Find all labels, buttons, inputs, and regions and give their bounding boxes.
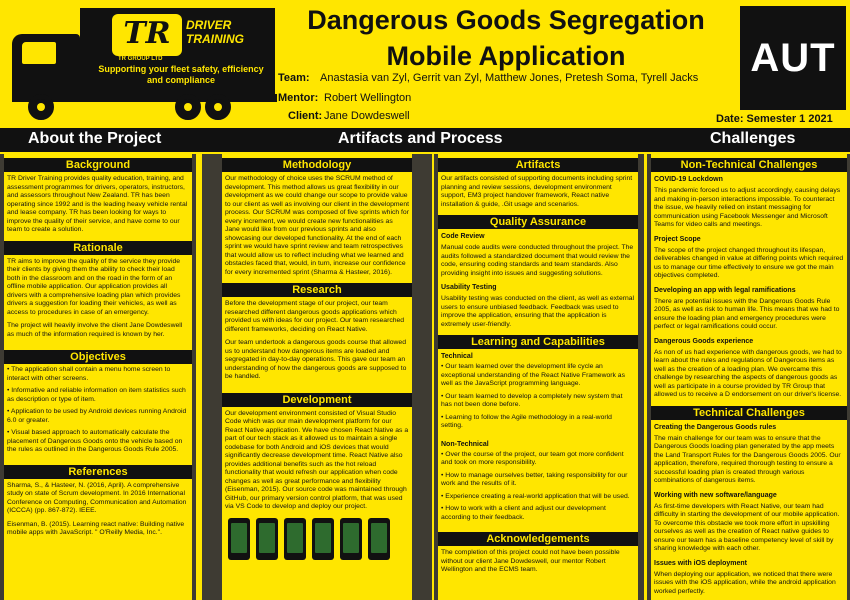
artifacts-text: Our artifacts consisted of supporting documents including sprint planning and review sessions, development environment support, EM3 project handover framework, React native installation & guide, .Git usage and scenarios. <box>441 175 633 208</box>
phone-screenshot <box>256 518 278 560</box>
artifacts-heading: Artifacts <box>438 158 638 172</box>
covid-heading: COVID-19 Lockdown <box>654 176 723 183</box>
objectives-list <box>4 364 192 461</box>
learning-heading: Learning and Capabilities <box>438 335 638 349</box>
experience-text: As non of us had experience with dangerous goods, we had to learn about the rules and regulations of Dangerous items as well as the creation of a loading plan. We overcame this challenge by researching the aspects of dangerous goods as well as participate in a course provided by TR Group that allowed us to receive a D endorsement on our driver's license. <box>654 348 842 398</box>
software-text: As first-time developers with React Native, our team had difficulty in starting the development of our mobile application. To overcome this obstacle we took more effort in upskilling ourselves as well as the creation of React native guides to ensure our team has a baseline competency level of skill by sharing knowledge with each other. <box>654 502 840 552</box>
legal-heading: Developing an app with legal ramifications <box>654 286 796 294</box>
list-item: • Experience creating a real-world application that will be used. <box>441 493 635 502</box>
development-heading: Development <box>222 393 412 407</box>
phone-screenshot <box>340 518 362 560</box>
nontech-challenges-heading: Non-Technical Challenges <box>651 158 847 172</box>
technical-subheading: Technical <box>441 353 473 360</box>
ios-heading: Issues with iOS deployment <box>654 559 747 567</box>
client-row <box>288 110 410 122</box>
reference-item: Eisenman, B. (2015). Learning react native: Building native mobile apps with JavaScript. " O'Reilly Media, Inc.". <box>7 520 185 536</box>
acknowledgements-text: The completion of this project could not have been possible without our client Jane Dowdeswell, our mentor Robert Wellington and the ECMS team. <box>441 549 620 573</box>
date-label: Date: Semester 1 2021 <box>716 113 833 125</box>
software-heading: Working with new software/language <box>654 491 777 499</box>
tr-company-name: TR GROUP LTD <box>118 56 163 62</box>
usability-heading: Usability Testing <box>441 284 497 291</box>
mentor-row <box>278 92 411 104</box>
truck-wheel-icon <box>28 94 54 120</box>
list-item: • How to work with a client and adjust our development according to their feedback. <box>441 505 635 522</box>
tr-brand-text <box>186 18 244 46</box>
column-about <box>0 154 196 600</box>
legal-text: There are potential issues with the Dangerous Goods Rule 2005, as well as risk to human life. This means that we had to ensure the loading plan and emergency procedures were perfect or legal ramifications could occur. <box>654 297 840 330</box>
scope-heading: Project Scope <box>654 235 701 243</box>
technical-list <box>438 361 638 437</box>
background-text: TR Driver Training provides quality education, training, and assessment programmes for drivers, operators, instructors, and assessors throughout New Zealand. TR has been operating since 1992 and is the leading heavy vehicle rental and lease company. TR has been looking for ways to improve the quality of their service, and have come to our team to create a solution. <box>7 175 188 233</box>
page-title <box>278 2 734 74</box>
rationale-paragraph: The project will heavily involve the client Jane Dowdeswell as much of the information required is known by her. <box>7 322 183 338</box>
client-label: Client: <box>288 110 323 122</box>
references-heading: References <box>4 465 192 479</box>
methodology-text: Our methodology of choice uses the SCRUM method of development. This method allows us great flexibility in our development as we could change our scope to provide value to our client as well as involving our client in the development process. Our SCRUM was composed of five sprints which for every increment, we would create new functionalities as Jane would like from our previous sprints and also showcasing our developed functionality. At the end of each sprint we would have sprint review and team retrospectives that would allow us to reflect including what we learned and obstacles faced that, would, in turn, increase our confidence for every incremented sprint (Sharma & Hasteer, 2016). <box>225 175 409 276</box>
objectives-heading: Objectives <box>4 350 192 364</box>
tr-logo-mark: TR <box>112 14 182 56</box>
acknowledgements-heading: Acknowledgements <box>438 532 638 546</box>
list-item: • Learning to follow the Agile methodology in a real-world setting. <box>441 414 635 431</box>
list-item: • Application to be used by Android devices running Android 6.0 or greater. <box>7 408 189 425</box>
column-process-panel <box>222 154 412 600</box>
list-item: • Our team learned over the development life cycle an exceptional understanding of the React Native Framework as well as the JavaScript programming language. <box>441 363 635 389</box>
title-line-1: Dangerous Goods Segregation <box>307 5 705 35</box>
title-line-2: Mobile Application <box>386 41 626 71</box>
app-screenshots <box>222 514 412 564</box>
methodology-heading: Methodology <box>222 158 412 172</box>
phone-screenshot <box>284 518 306 560</box>
code-review-heading: Code Review <box>441 233 485 240</box>
mentor-value: Robert Wellington <box>324 92 412 104</box>
brand-line-2: TRAINING <box>186 32 244 46</box>
research-text <box>222 297 412 389</box>
team-value: Anastasia van Zyl, Gerrit van Zyl, Matthew Jones, Pretesh Soma, Tyrell Jacks <box>320 72 699 84</box>
phone-screenshot <box>368 518 390 560</box>
usability-text: Usability testing was conducted on the client, as well as external users to ensure unbiased feedback. Feedback was used to improve the application, ensuring that the application is extremely user-friendly. <box>441 295 635 328</box>
rationale-text <box>4 255 192 347</box>
truck-wheel-icon <box>205 94 231 120</box>
background-heading: Background <box>4 158 192 172</box>
references-text <box>4 479 192 545</box>
tr-tagline: Supporting your fleet safety, efficiency and compliance <box>98 64 264 85</box>
nontechnical-list <box>438 449 638 529</box>
column-challenges-panel <box>651 154 847 600</box>
column-artifacts-panel <box>438 154 638 600</box>
column-challenges <box>647 154 850 600</box>
experience-heading: Dangerous Goods experience <box>654 337 754 345</box>
research-paragraph: Before the development stage of our project, our team researched different dangerous goods applications which provided us with ideas for our project. Our team researched different frameworks, deciding on React Native. <box>225 300 405 333</box>
nontechnical-subheading: Non-Technical <box>441 440 489 448</box>
covid-text: This pandemic forced us to adjust accordingly, causing delays and making in-person interactions impossible. To counteract the issue, we heavily relied on instant messaging for communication using Facebook Messenger and Microsoft Teams for video calls and meetings. <box>654 187 841 228</box>
rules-text: The main challenge for our team was to ensure that the Dangerous Goods loading plan generated by the app meets the Land Transport Rules for the Dangerous Goods 2005. Our application, therefore, required thorough testing to ensure a successful loading plan is created through various combinations of dangerous items. <box>654 434 841 484</box>
qa-heading: Quality Assurance <box>438 215 638 229</box>
section-challenges: Challenges <box>710 130 796 147</box>
column-artifacts <box>434 154 644 600</box>
scope-text: The scope of the project changed throughout its lifespan, deliverables changed in value at differing points which required us to manage our time effectively to ensure we got the main objectives completed. <box>654 246 844 279</box>
list-item: • Our team learned to develop a completely new system that has not been done before. <box>441 393 635 410</box>
list-item: • The application shall contain a menu home screen to interact with other screens. <box>7 366 189 383</box>
mentor-label: Mentor: <box>278 92 319 104</box>
team-label: Team: <box>278 72 310 84</box>
ios-text: When deploying our application, we noticed that there were issues with the iOS application, while the android application worked perfectly. <box>654 570 836 595</box>
research-paragraph: Our team undertook a dangerous goods course that allowed us to understand how dangerous items are loaded and segregated in day-to-day operations. This gave our team an understanding of how the dangerous goods are supposed to be handled. <box>225 339 407 380</box>
brand-line-1: DRIVER <box>186 18 232 32</box>
truck-window <box>22 42 56 64</box>
list-item: • Informative and reliable information on item statistics such as description or type of item. <box>7 387 189 404</box>
aut-logo: AUT <box>740 6 846 110</box>
truck-wheel-icon <box>175 94 201 120</box>
rules-heading: Creating the Dangerous Goods rules <box>654 423 777 431</box>
code-review-text: Manual code audits were conducted throughout the project. The audits followed a standardized document that would review the code, ensuring coding standards and team standards. Also providing insight into issues and suggesting solutions. <box>441 244 634 277</box>
phone-screenshot <box>228 518 250 560</box>
section-about: About the Project <box>28 130 162 147</box>
column-about-panel <box>4 154 192 600</box>
team-row <box>278 72 698 84</box>
column-process <box>202 154 432 600</box>
reference-item: Sharma, S., & Hasteer, N. (2016, April). A comprehensive study on state of Scrum development. In 2016 International Conference on Computing, Communication and Automation (ICCCA) (pp. 867-872). IEEE. <box>7 481 187 514</box>
section-artifacts: Artifacts and Process <box>338 130 503 147</box>
list-item: • Over the course of the project, our team got more confident and took on more responsibility. <box>441 451 635 468</box>
poster-header <box>0 0 850 128</box>
list-item: • How to manage ourselves better, taking responsibility for our work and the results of it. <box>441 472 635 489</box>
tech-challenges-heading: Technical Challenges <box>651 406 847 420</box>
development-text: Our development environment consisted of Visual Studio Code which was our main development platform for our React Native application. We have chosen React Native as a part of our tech stack as it allowed us to maintain a single codebase for both Android and iOS devices that would significantly decrease development time. React Native also provides additional benefits such as the hot reload functionality that would refresh our application when code changes as well as great performance and flexibility (Eisenman, 2015). Our source code was maintained through GitHub, our primary version control platform, that was used via VS Code to develop and deploy our project. <box>225 409 409 510</box>
rationale-paragraph: TR aims to improve the quality of the service they provide their clients by giving them the ability to check their load both in the classroom and on the road in the form of an offline mobile application. Our application provides all drivers with a comprehensive loading plan which provides drivers a suggestion for loading their vehicles, as well as access to procedures in case of an emergency. <box>7 257 181 316</box>
list-item: • Visual based approach to automatically calculate the placement of Dangerous Goods onto the vehicle based on the rules as outlined in the Dangerous Goods Rule 2005. <box>7 429 189 455</box>
phone-screenshot <box>312 518 334 560</box>
research-heading: Research <box>222 283 412 297</box>
rationale-heading: Rationale <box>4 241 192 255</box>
section-bar <box>0 128 850 152</box>
client-value: Jane Dowdeswell <box>324 110 410 122</box>
